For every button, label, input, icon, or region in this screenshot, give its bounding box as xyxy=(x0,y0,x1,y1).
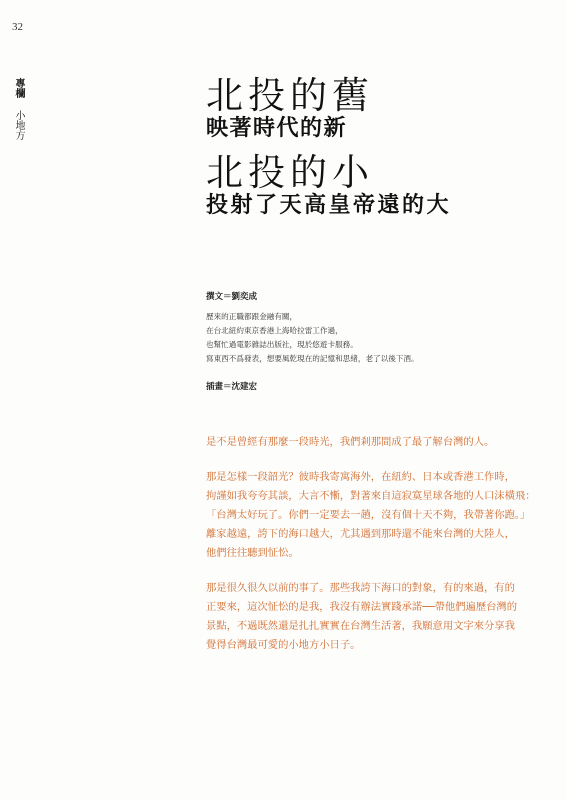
text-line: 「台灣太好玩了。你們一定要去一趟，沒有個十天不夠，我帶著你跑。」 xyxy=(206,509,531,521)
paragraph xyxy=(206,579,552,655)
text-line: 景點，不過既然還是扎扎實實在台灣生活著，我願意用文字來分享我 xyxy=(206,620,515,632)
section-label: 專欄 xyxy=(13,78,24,98)
text-line: 他們往往聽到怔忪。 xyxy=(206,547,299,559)
writer-credit: 撰文＝劉奕成 xyxy=(206,292,258,302)
credits xyxy=(206,290,526,392)
bio-line: 在台北紐約東京香港上海哈拉雷工作過， xyxy=(206,326,343,335)
column-label: 小地方 xyxy=(13,110,24,140)
headline-line-1: 北投的舊 xyxy=(206,74,374,117)
headline xyxy=(206,76,451,217)
article-body xyxy=(206,433,552,671)
bio-line: 歷來的正職都跟金融有關， xyxy=(206,312,298,321)
headline-line-2: 映著時代的新 xyxy=(206,115,348,141)
text-line: 那是怎樣一段韶光？彼時我寄寓海外，在紐約、日本或香港工作時， xyxy=(206,471,515,483)
paragraph xyxy=(206,433,552,452)
headline-line-4: 投射了天高皇帝遠的大 xyxy=(206,192,452,218)
text-line: 離家越遠，誇下的海口越大，尤其遇到那時還不能來台灣的大陸人， xyxy=(206,528,515,540)
text-line: 覺得台灣最可愛的小地方小日子。 xyxy=(206,639,361,651)
text-line: 是不是曾經有那麼一段時光，我們剎那間成了最了解台灣的人。 xyxy=(206,436,495,448)
illustrator-credit: 插畫＝沈建宏 xyxy=(206,382,258,392)
page-number: 32 xyxy=(12,21,23,33)
headline-line-3: 北投的小 xyxy=(206,151,374,194)
text-line: 拘謹如我夸夸其談，大言不慚，對著來自這寂寞星球各地的人口沫橫飛： xyxy=(206,490,536,502)
text-line: 那是很久很久以前的事了。那些我誇下海口的對象，有的來過，有的 xyxy=(206,582,515,594)
text-line: 正要來，這次怔忪的是我，我沒有辦法實踐承諾──帶他們遍歷台灣的 xyxy=(206,601,518,613)
bio-line: 也幫忙過電影雜誌出版社，現於悠遊卡服務。 xyxy=(206,340,358,349)
author-bio xyxy=(206,310,526,366)
bio-line: 寫東西不爲發表，想要風乾現在的記憶和思緒，老了以後下酒。 xyxy=(206,354,419,363)
paragraph xyxy=(206,468,552,563)
